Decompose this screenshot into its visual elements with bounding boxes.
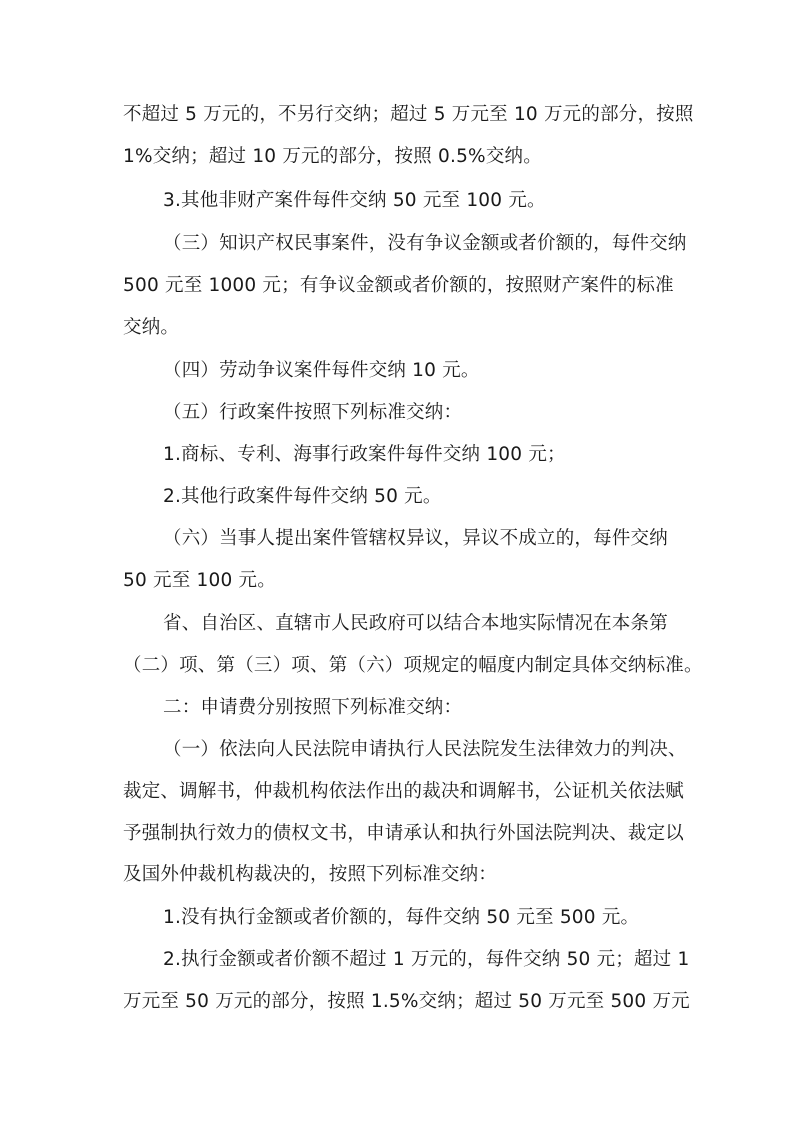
text-line: （五）行政案件按照下列标准交纳： [163,402,463,423]
paragraph-ip-civil-cases [123,223,687,348]
paragraph-no-enforcement-amount [123,897,683,939]
paragraph-application-fees-heading [123,687,683,729]
paragraph-trademark-patent-maritime [123,434,683,476]
paragraph-administrative-cases [123,392,683,434]
text-line: 及国外仲裁机构裁决的，按照下列标准交纳： [123,864,498,886]
text-line: 1%交纳；超过 10 万元的部分，按照 0.5%交纳。 [123,145,542,167]
paragraph-provincial-standards [123,603,703,687]
text-line: 500 元至 1000 元；有争议金额或者价额的，按照财产案件的标准 [123,274,674,296]
text-line: 省、自治区、直辖市人民政府可以结合本地实际情况在本条第 [163,613,668,634]
text-line: 2.执行金额或者价额不超过 1 万元的，每件交纳 50 元；超过 1 [163,949,690,970]
text-line: 不超过 5 万元的，不另行交纳；超过 5 万元至 10 万元的部分，按照 [123,104,694,125]
paragraph-labor-dispute-cases [123,350,683,392]
text-line: （一）依法向人民法院申请执行人民法院发生法律效力的判决、 [163,739,687,760]
text-line: （二）项、第（三）项、第（六）项规定的幅度内制定具体交纳标准。 [123,654,703,676]
text-line: （三）知识产权民事案件，没有争议金额或者价额的，每件交纳 [163,233,687,254]
text-line: （四）劳动争议案件每件交纳 10 元。 [163,360,480,381]
paragraph-other-administrative [123,476,683,518]
text-line: 予强制执行效力的债权文书，申请承认和执行外国法院判决、裁定以 [123,822,685,844]
text-line: 二：申请费分别按照下列标准交纳： [163,697,463,718]
paragraph-enforcement-application [123,729,687,896]
text-line: 2.其他行政案件每件交纳 50 元。 [163,486,442,507]
text-line: 1.没有执行金额或者价额的，每件交纳 50 元至 500 元。 [163,907,640,928]
text-line: 3.其他非财产案件每件交纳 50 元至 100 元。 [163,190,546,211]
text-line: （六）当事人提出案件管辖权异议，异议不成立的，每件交纳 [163,528,668,549]
text-line: 50 元至 100 元。 [123,569,276,591]
text-line: 1.商标、专利、海事行政案件每件交纳 100 元； [163,444,566,465]
paragraph-jurisdiction-objection [123,518,683,602]
paragraph-property-fee-continuation [123,94,694,178]
text-line: 裁定、调解书，仲裁机构依法作出的裁决和调解书，公证机关依法赋 [123,780,685,802]
text-line: 万元至 50 万元的部分，按照 1.5%交纳；超过 50 万元至 500 万元 [123,990,690,1012]
paragraph-other-non-property-cases [123,180,683,222]
text-line: 交纳。 [123,316,180,338]
paragraph-enforcement-amount-tiers [123,939,690,1023]
